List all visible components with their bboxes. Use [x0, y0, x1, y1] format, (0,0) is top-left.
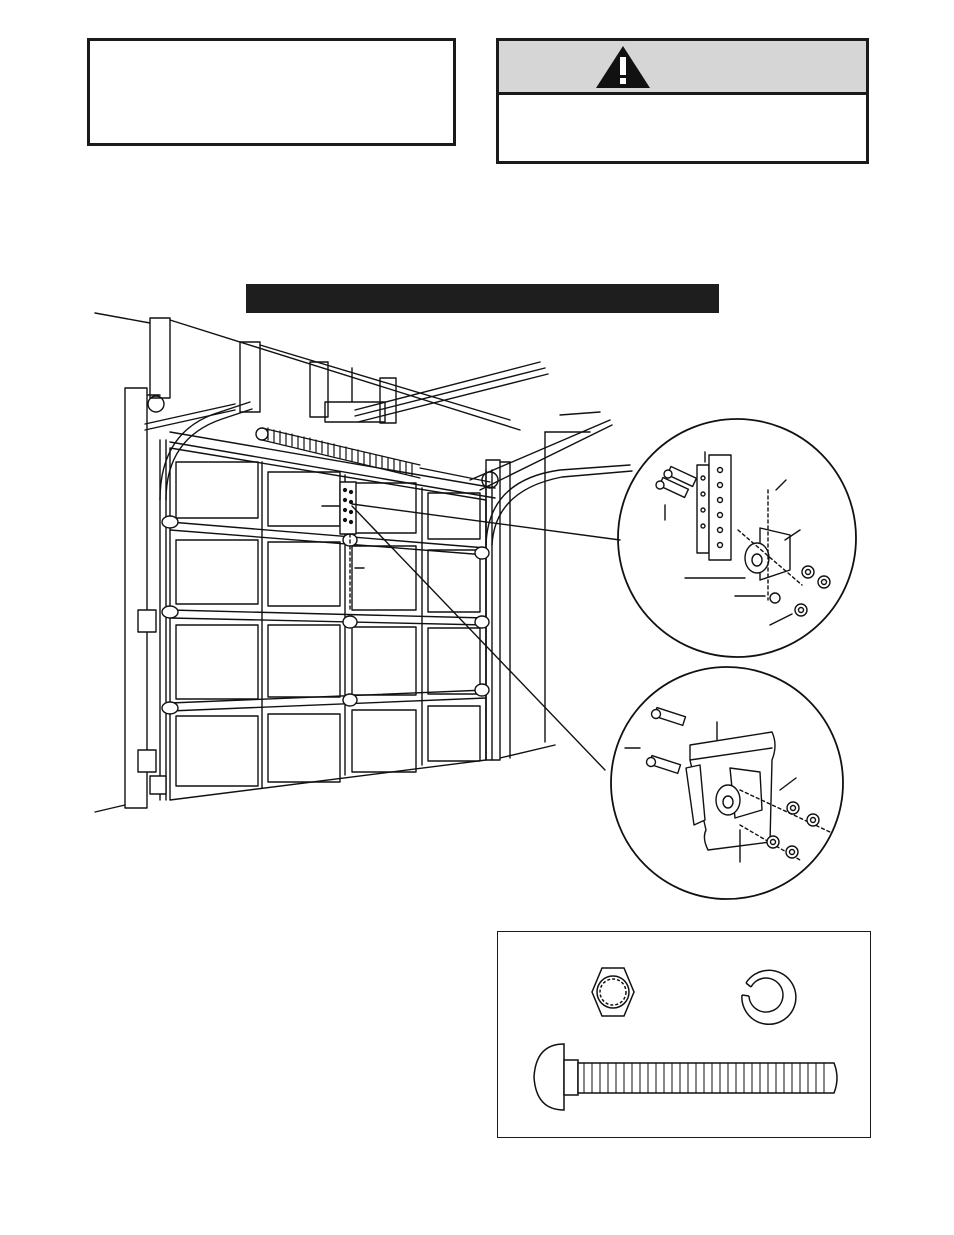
steel-door-detail: [618, 419, 856, 657]
garage-door-overview: [95, 313, 632, 812]
wood-door-detail: [611, 667, 843, 899]
lock-washer-icon: [742, 970, 796, 1024]
hardware-box: [497, 931, 871, 1138]
carriage-bolt-icon: [534, 1044, 837, 1110]
hex-nut-icon: [592, 968, 634, 1016]
door-panels: [170, 448, 486, 800]
